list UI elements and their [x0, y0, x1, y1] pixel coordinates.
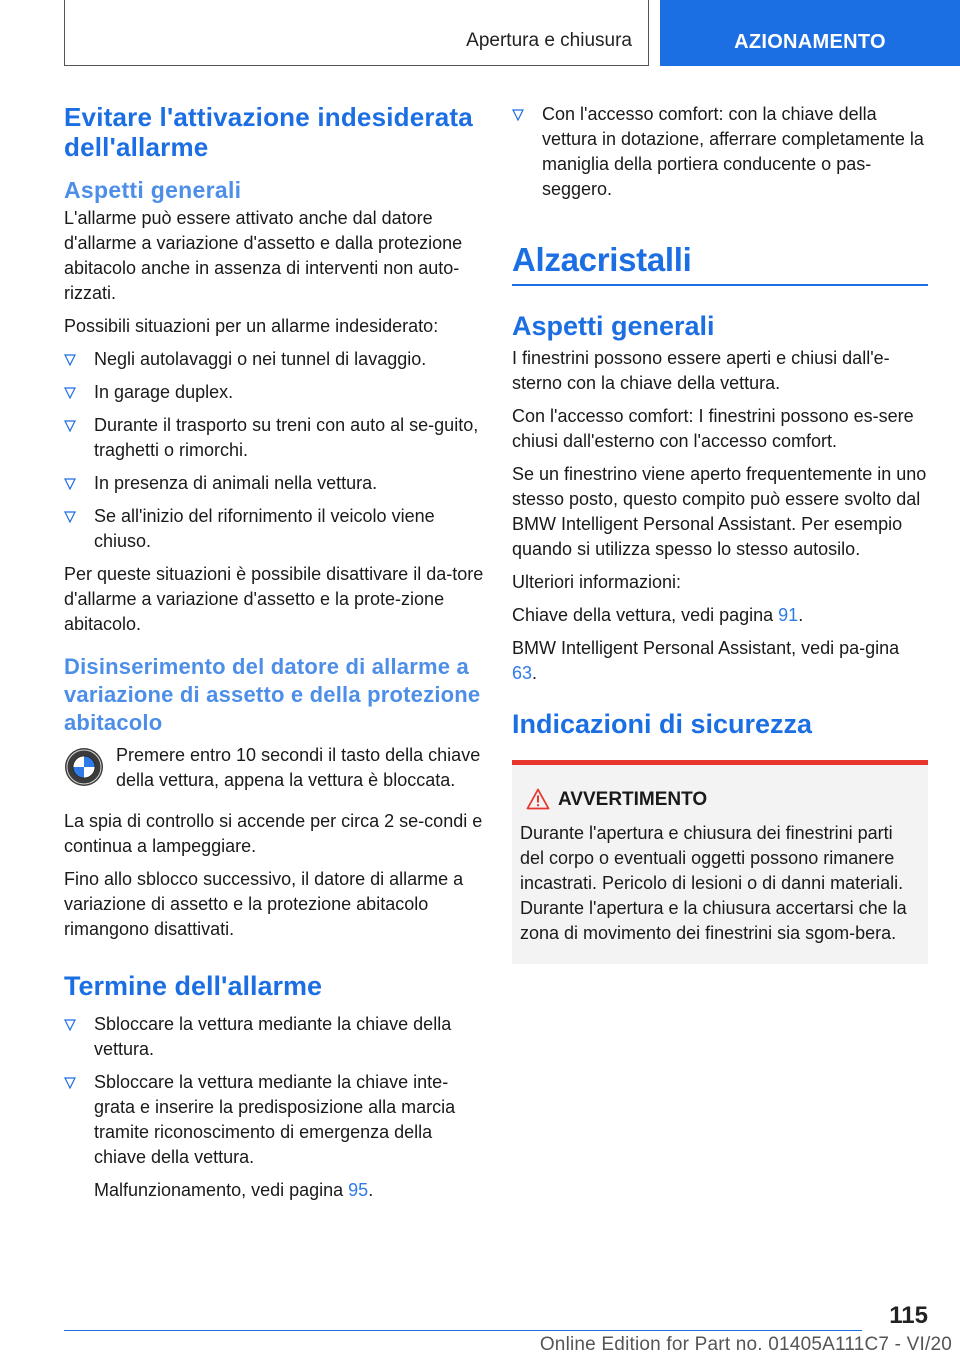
header-section-box	[64, 0, 649, 66]
reference-assistant: BMW Intelligent Personal Assistant, vedi pa-gina 63.	[512, 637, 900, 683]
warning-content	[512, 765, 928, 964]
list-item: Negli autolavaggi o nei tunnel di lavaggio.	[64, 347, 484, 372]
paragraph: La spia di controllo si accende per circa 2 se-condi e continua a lampeggiare.	[64, 811, 483, 856]
page-link[interactable]: 95	[348, 1180, 369, 1200]
heading-safety: Indicazioni di sicurezza	[512, 708, 813, 739]
paragraph: L'allarme può essere attivato anche dal datore d'allarme a variazione d'assetto e dalla protezione abitacolo anche in assenza di interventi non auto-rizzati.	[64, 208, 463, 303]
header-chapter-title: AZIONAMENTO	[734, 31, 886, 53]
page-link[interactable]: 91	[778, 604, 799, 625]
triangle-bullet-icon	[64, 1077, 76, 1089]
triangle-bullet-icon	[64, 354, 76, 366]
heading-avoid-alarm: Evitare l'attivazione indesiderata dell'allarme	[64, 102, 473, 162]
heading-rule	[512, 284, 928, 286]
bmw-key-instruction: Premere entro 10 secondi il tasto della chiave della vettura, appena la vettura è bloccata.	[64, 743, 484, 801]
left-column	[64, 102, 484, 1211]
header-section-title: Apertura e chiusura	[466, 30, 632, 51]
paragraph: Fino allo sblocco successivo, il datore di allarme a variazione di assetto e la protezione abitacolo rimangono disattivati.	[64, 869, 464, 939]
page-link[interactable]: 63	[512, 662, 533, 683]
heading-general-aspects: Aspetti generali	[64, 177, 242, 203]
paragraph: Possibili situazioni per un allarme indesiderato:	[64, 316, 439, 336]
footer-rule	[64, 1330, 862, 1331]
paragraph: Con l'accesso comfort: I finestrini possono es-sere chiusi dall'esterno con l'accesso comfort.	[512, 405, 914, 451]
triangle-bullet-icon	[64, 478, 76, 490]
malfunction-reference: Malfunzionamento, vedi pagina 95.	[94, 1180, 374, 1200]
bmw-logo-icon	[64, 747, 104, 787]
situations-list	[64, 347, 484, 554]
triangle-bullet-icon	[64, 511, 76, 523]
reference-key: Chiave della vettura, vedi pagina 91.	[512, 604, 804, 625]
heading-windows: Alzacristalli	[512, 241, 692, 278]
warning-box	[512, 760, 928, 964]
list-item: Con l'accesso comfort: con la chiave della vettura in dotazione, afferrare completamente la maniglia della portiera conducente o pas-seggero.	[512, 102, 928, 202]
list-item: Se all'inizio del rifornimento il veicolo viene chiuso.	[64, 504, 484, 554]
list-item: In presenza di animali nella vettura.	[64, 471, 484, 496]
paragraph: Per queste situazioni è possibile disattivare il da-tore d'allarme a variazione d'assetto e la prote-zione abitacolo.	[64, 564, 484, 634]
paragraph: Ulteriori informazioni:	[512, 571, 682, 592]
end-alarm-list	[64, 1012, 484, 1203]
right-column	[512, 102, 928, 964]
list-item: In garage duplex.	[64, 380, 484, 405]
list-item: Durante il trasporto su treni con auto al se-guito, traghetti o rimorchi.	[64, 413, 484, 463]
heading-end-alarm: Termine dell'allarme	[64, 971, 323, 1001]
triangle-bullet-icon	[64, 420, 76, 432]
warning-text: Durante l'apertura e chiusura dei finestrini parti del corpo o eventuali oggetti possono rimanere incastrati. Pericolo di lesioni o di danni materiali. Durante l'apertura e la chiusura accertarsi che la zona di movimento dei finestrini sia sgom-bera.	[520, 822, 907, 943]
heading-general-aspects-windows: Aspetti generali	[512, 310, 715, 341]
triangle-bullet-icon	[64, 1019, 76, 1031]
page-number: 115	[889, 1302, 928, 1329]
paragraph: Se un finestrino viene aperto frequentemente in uno stesso posto, questo compito può essere svolto dal BMW Intelligent Personal Assistant. Per esempio quando si utilizza spesso lo stesso autosilo.	[512, 463, 927, 559]
header-chapter-tab	[660, 0, 960, 66]
triangle-bullet-icon	[512, 109, 524, 121]
comfort-access-list	[512, 102, 928, 202]
paragraph: I finestrini possono essere aperti e chiusi dall'e-sterno con la chiave della vettura.	[512, 347, 890, 393]
footer-edition: Online Edition for Part no. 01405A111C7 - VI/20	[539, 1334, 952, 1355]
list-item: Sbloccare la vettura mediante la chiave della vettura.	[64, 1012, 484, 1062]
heading-disable-alarm-sensors: Disinserimento del datore di allarme a variazione di assetto e della protezione abitacolo	[64, 654, 481, 735]
triangle-bullet-icon	[64, 387, 76, 399]
list-item: Sbloccare la vettura mediante la chiave inte-grata e inserire la predisposizione alla marcia tramite riconoscimento di emergenza della chiave della vettura. Malfunzionamento, vedi pagina 95.	[64, 1070, 484, 1203]
warning-title: AVVERTIMENTO	[520, 787, 918, 813]
warning-triangle-icon	[526, 788, 550, 810]
